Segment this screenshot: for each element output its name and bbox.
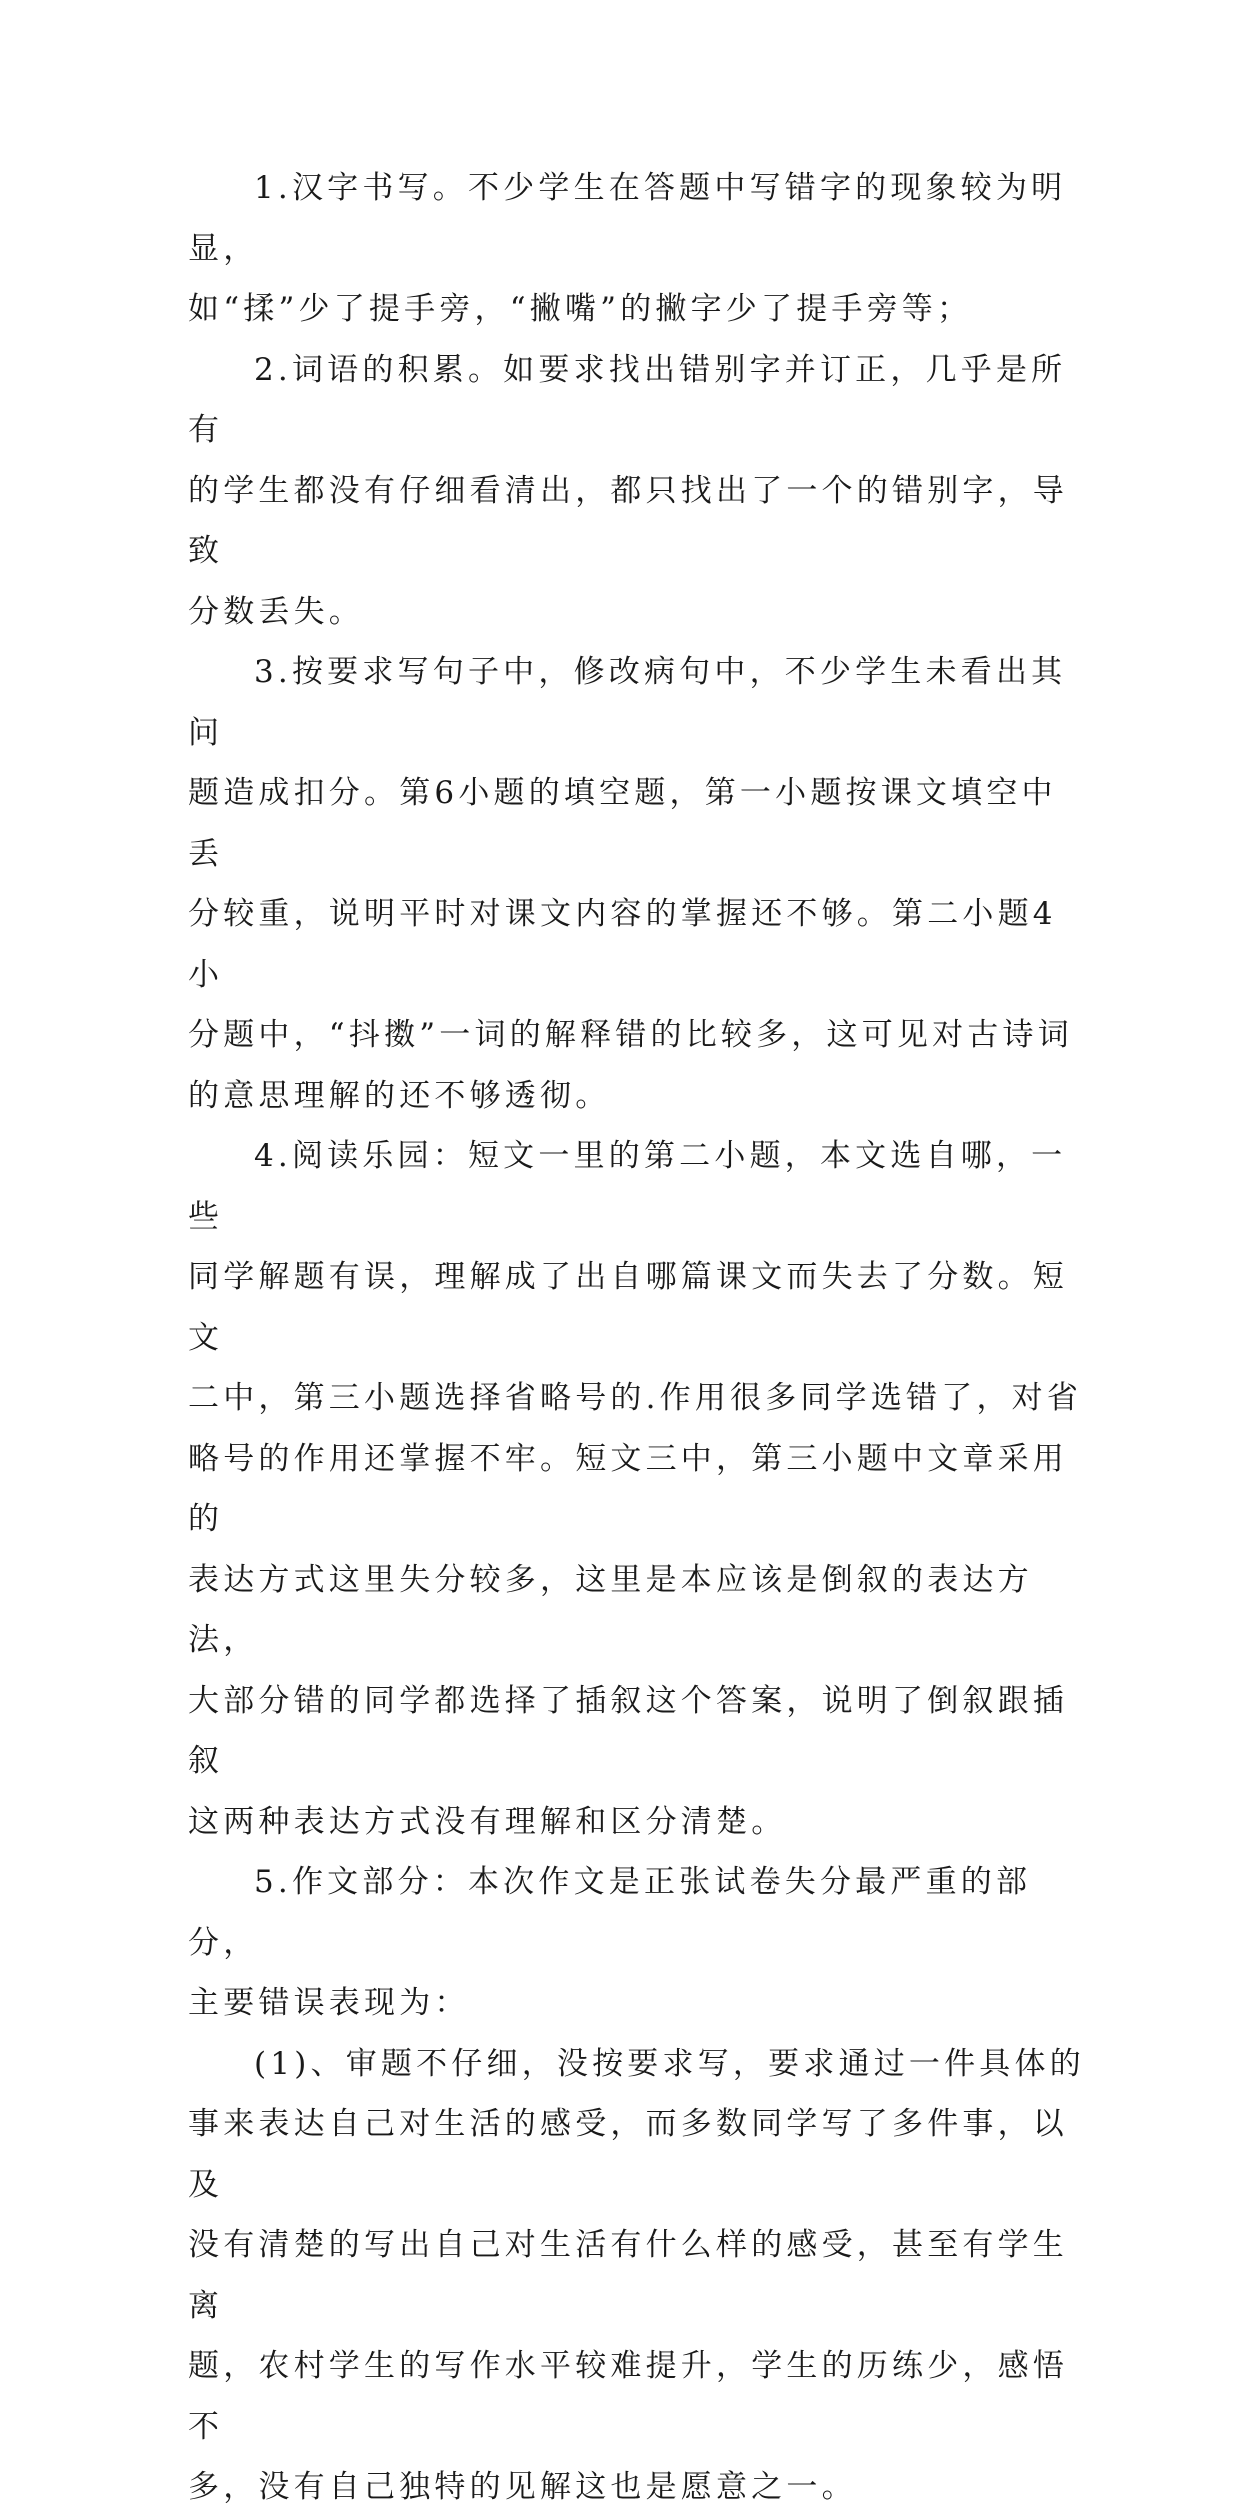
- paragraph-3-sentences: 3.按要求写句子中，修改病句中，不少学生未看出其问 题造成扣分。第6小题的填空题，第一小题按课文填空中丢 分较重，说明平时对课文内容的掌握还不够。第二小题4小 分题中，“抖擞”一词的解释错的比较多，这可见对古诗词 的意思理解的还不够透彻。: [188, 654, 1073, 1114]
- paragraph-5-1-topic-review: (1)、审题不仔细，没按要求写，要求通过一件具体的 事来表达自己对生活的感受，而多数同学写了多件事，以及 没有清楚的写出自己对生活有什么样的感受，甚至有学生离 题，农村学生的写作水平较难提升，学生的历练少，感悟不 多，没有自己独特的见解这也是愿意之一。: [188, 2045, 1085, 2505]
- paragraph-2-vocabulary: 2.词语的积累。如要求找出错别字并订正，几乎是所有 的学生都没有仔细看清出，都只找出了一个的错别字，导致 分数丢失。: [188, 351, 1068, 630]
- document-body: [188, 158, 1088, 2518]
- paragraph-1-hanzi-writing: 1.汉字书写。不少学生在答题中写错字的现象较为明显， 如“揉”少了提手旁，“撇嘴”的撇字少了提手旁等；: [188, 170, 1067, 327]
- paragraph-4-reading: 4.阅读乐园：短文一里的第二小题，本文选自哪，一些 同学解题有误，理解成了出自哪篇课文而失去了分数。短文 二中，第三小题选择省略号的.作用很多同学选错了，对省 略号的作用还掌握不牢。短文三中，第三小题中文章采用的 表达方式这里失分较多，这里是本应该是倒叙的表达方法， 大部分错的同学都选择了插叙这个答案，说明了倒叙跟插叙 这两种表达方式没有理解和区分清楚。: [188, 1138, 1083, 1840]
- paragraph-5-composition: 5.作文部分：本次作文是正张试卷失分最严重的部分， 主要错误表现为：: [188, 1864, 1032, 2021]
